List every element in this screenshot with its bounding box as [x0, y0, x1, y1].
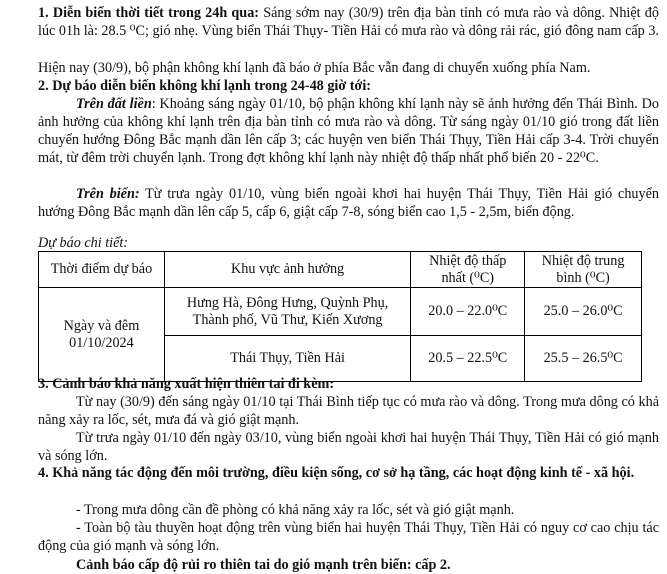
area-cell: Thái Thụy, Tiền Hải	[164, 336, 410, 382]
tavg-cell: 25.0 – 26.0⁰C	[525, 288, 642, 336]
section-1-heading: 1. Diễn biến thời tiết trong 24h qua:	[38, 5, 260, 21]
section-3-p2: Từ trưa ngày 01/10 đến ngày 03/10, vùng biển ngoài khơi hai huyện Thái Thụy, Tiền Hải có gió mạnh và sóng lớn.	[38, 430, 659, 464]
time-cell: Ngày và đêm 01/10/2024	[39, 288, 165, 382]
forecast-table	[38, 251, 642, 382]
area-cell: Hưng Hà, Đông Hưng, Quỳnh Phụ, Thành phố, Vũ Thư, Kiến Xương	[164, 288, 410, 336]
sea-text: Từ trưa ngày 01/10, vùng biển ngoài khơi hai huyện Thái Thụy, Tiền Hải gió chuyển hướng Đông Bắc mạnh dần lên cấp 5, cấp 6, giật cấp 7-8, sóng biển cao 1,5 - 2,5m, biển động.	[38, 186, 659, 220]
header-time: Thời điểm dự báo	[39, 252, 165, 288]
section-2-heading: 2. Dự báo diễn biến không khí lạnh trong 24-48 giờ tới:	[38, 78, 372, 94]
risk-warning: Cảnh báo cấp độ rủi ro thiên tai do gió mạnh trên biển: cấp 2.	[76, 557, 451, 573]
tavg-cell: 25.5 – 26.5⁰C	[525, 336, 642, 382]
section-4-bullet-1: - Trong mưa dông cần đề phòng có khả năng xảy ra lốc, sét và gió giật mạnh.	[76, 502, 515, 518]
sea-label: Trên biển:	[76, 186, 140, 202]
header-tmin: Nhiệt độ thấp nhất (⁰C)	[411, 252, 525, 288]
table-header-row	[39, 252, 642, 288]
section-3-heading: 3. Cảnh báo khả năng xuất hiện thiên tai đi kèm:	[38, 376, 335, 392]
table-row	[39, 288, 642, 336]
section-4-heading: 4. Khả năng tác động đến môi trường, điều kiện sống, cơ sở hạ tầng, các hoạt động kinh tế - xã hội.	[38, 465, 635, 481]
section-4-bullet-2: - Toàn bộ tàu thuyền hoạt động trên vùng biển hai huyện Thái Thụy, Tiền Hải có nguy cơ cao chịu tác động của gió mạnh và sóng lớn.	[38, 520, 659, 554]
tmin-cell: 20.0 – 22.0⁰C	[411, 288, 525, 336]
section-3-p1: Từ nay (30/9) đến sáng ngày 01/10 tại Thái Bình tiếp tục có mưa rào và dông. Trong mưa dông có khả năng xảy ra lốc, sét, mưa đá và gió giật mạnh.	[38, 394, 659, 428]
tmin-cell: 20.5 – 22.5⁰C	[411, 336, 525, 382]
header-area: Khu vực ảnh hưởng	[164, 252, 410, 288]
section-2-land	[38, 95, 659, 167]
land-text: : Khoảng sáng ngày 01/10, bộ phận không khí lạnh này sẽ ảnh hưởng đến Thái Bình. Do ảnh hưởng của không khí lạnh trên địa bàn tỉnh có mưa rào và dông. Từ sáng ngày 01/10 gió trong đất liền chuyển hướng Đông Bắc mạnh dần lên cấp 3; các huyện ven biển Thái Thụy, Tiền Hải cấp 3-4. Trời chuyển mát, từ đêm trời chuyển lạnh. Trong đợt không khí lạnh này nhiệt độ thấp nhất phổ biến 20 - 22⁰C.	[38, 96, 659, 166]
detail-forecast-label: Dự báo chi tiết:	[38, 235, 129, 251]
section-1-line2: Hiện nay (30/9), bộ phận không khí lạnh đã báo ở phía Bắc vẫn đang di chuyển xuống phía Nam.	[38, 60, 591, 76]
header-tavg: Nhiệt độ trung bình (⁰C)	[525, 252, 642, 288]
land-label: Trên đất liền	[76, 96, 152, 112]
section-2-sea	[38, 185, 659, 221]
section-1	[38, 4, 659, 40]
section-1-text: Sáng sớm nay (30/9) trên địa bàn tỉnh có mưa rào và dông. Nhiệt độ lúc 01h là: 28.5 ⁰C; gió nhẹ. Vùng biển Thái Thụy- Tiền Hải có mưa rào và dông rải rác, gió đông nam cấp 3.	[38, 5, 659, 39]
